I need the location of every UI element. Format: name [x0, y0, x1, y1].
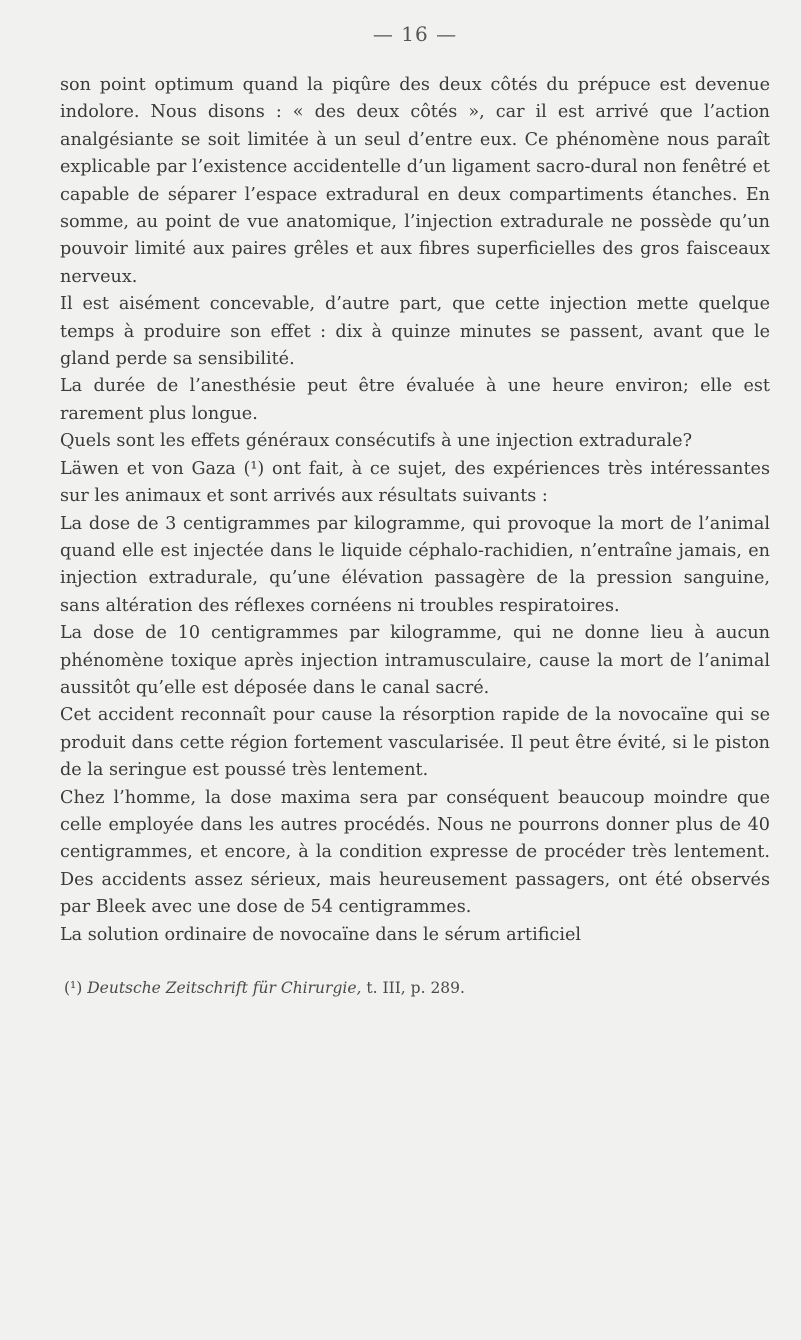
paragraph: La dose de 3 centigrammes par kilogramme, qui provoque la mort de l’animal quand elle est injectée dans le liquide céphalo-rachidien, n’entraîne jamais, en injection extradurale, qu’une élévation passagère de la pression sanguine, sans altération des réflexes cornéens ni troubles respiratoires. [60, 513, 770, 616]
paragraph: Läwen et von Gaza (¹) ont fait, à ce sujet, des expériences très intéressantes sur les animaux et sont arrivés aux résultats suivants : [60, 458, 770, 507]
paragraph: La dose de 10 centigrammes par kilogramme, qui ne donne lieu à aucun phénomène toxique après injection intramusculaire, cause la mort de l’animal aussitôt qu’elle est déposée dans le canal sacré. [60, 623, 770, 698]
paragraph: son point optimum quand la piqûre des deux côtés du prépuce est devenue indolore. Nous disons : « des deux côtés », car il est arrivé que l’action analgésiante se soit limitée à un seul d’entre eux. Ce phénomène nous paraît explicable par l’existence accidentelle d’un ligament sacro-dural non fenêtré et capable de séparer l’espace extradural en deux compartiments étanches. En somme, au point de vue anatomique, l’injection extradurale ne possède qu’un pouvoir limité aux paires grêles et aux fibres superficielles des gros faisceaux nerveux. [60, 75, 770, 287]
footnote-marker: (¹) [64, 979, 83, 997]
footnote [60, 977, 770, 999]
paragraph: La solution ordinaire de novocaïne dans le sérum artificiel [60, 924, 581, 945]
paragraph: Chez l’homme, la dose maxima sera par conséquent beaucoup moindre que celle employée dans les autres procédés. Nous ne pourrons donner plus de 40 centigrammes, et encore, à la condition expresse de procéder très lentement. Des accidents assez sérieux, mais heureusement passagers, ont été observés par Bleek avec une dose de 54 centigrammes. [60, 787, 770, 918]
paragraph: La durée de l’anesthésie peut être évaluée à une heure environ; elle est rarement plus longue. [60, 376, 770, 424]
footnote-separator [60, 949, 770, 963]
footnote-reference: t. III, p. 289. [366, 979, 465, 997]
body-text [60, 72, 770, 949]
footnote-source: Deutsche Zeitschrift für Chirurgie, [87, 979, 362, 997]
page-number: — 16 — [372, 22, 458, 46]
paragraph: Cet accident reconnaît pour cause la résorption rapide de la novocaïne qui se produit dans cette région fortement vascularisée. Il peut être évité, si le piston de la seringue est poussé très lentement. [60, 705, 770, 781]
paragraph: Il est aisément concevable, d’autre part, que cette injection mette quelque temps à produire son effet : dix à quinze minutes se passent, avant que le gland perde sa sensibilité. [60, 294, 770, 370]
document-page [60, 22, 770, 999]
paragraph: Quels sont les effets généraux consécutifs à une injection extradurale? [60, 431, 693, 452]
